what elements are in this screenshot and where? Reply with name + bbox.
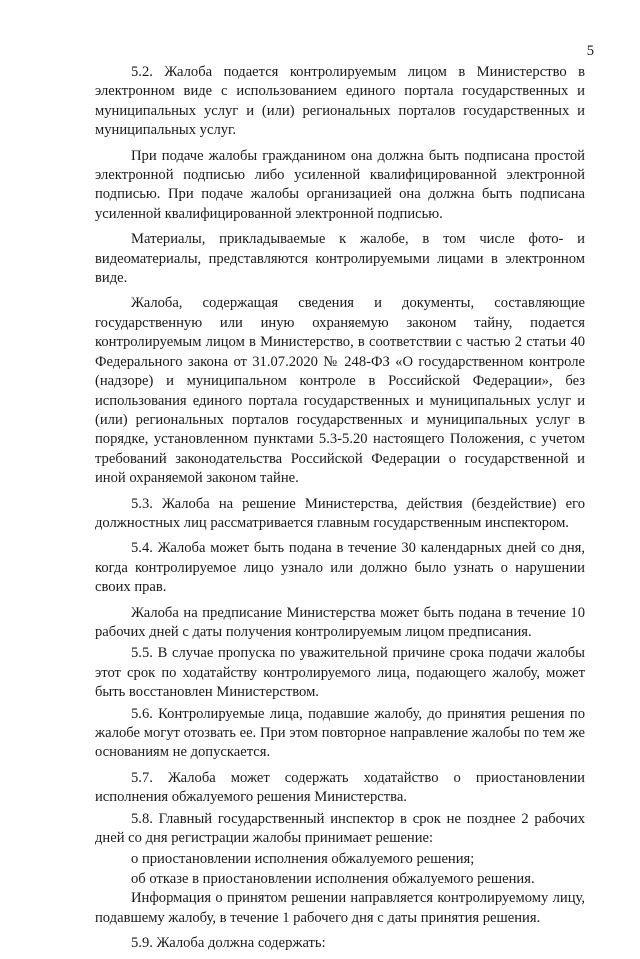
decision-option-suspend: о приостановлении исполнения обжалуемого решения; bbox=[131, 851, 475, 868]
paragraph-secret-information: Жалоба, содержащая сведения и документы, составляющие государственную или иную охраняемую законом тайну, подается контролируемым лицом в Министерство, в соответствии с частью 2 статьи 40 Федерального закона от 31.07.2020 № 248-ФЗ «О государственном контроле (надзоре) и муниципальном контроле в Российской Федерации», без использования единого портала государственных и муниципальных услуг и (или) региональных порталов государственных и муниципальных услуг в порядке, установленном пунктами 5.3-5.20 настоящего Положения, с учетом требований законодательства Российской Федерации о государственной и иной охраняемой законом тайне. bbox=[95, 295, 585, 487]
paragraph-5-5: 5.5. В случае пропуска по уважительной причине срока подачи жалобы этот срок по ходатайству контролируемого лица, подающего жалобу, может быть восстановлен Министерством. bbox=[95, 645, 585, 701]
paragraph-5-9: 5.9. Жалоба должна содержать: bbox=[131, 935, 326, 952]
paragraph-5-7: 5.7. Жалоба может содержать ходатайство о приостановлении исполнения обжалуемого решения Министерства. bbox=[95, 769, 585, 806]
paragraph-5-2: 5.2. Жалоба подается контролируемым лицом в Министерство в электронном виде с использованием единого портала государственных и муниципальных услуг и (или) региональных порталов государственных и муниципальных услуг. bbox=[95, 64, 585, 139]
decision-option-refuse: об отказе в приостановлении исполнения обжалуемого решения. bbox=[131, 870, 535, 887]
paragraph-signature-requirements: При подаче жалобы гражданином она должна быть подписана простой электронной подписью либо усиленной квалифицированной электронной подписью. При подаче жалобы организацией она должна быть подписана усиленной квалифицированной электронной подписью. bbox=[95, 147, 585, 222]
paragraph-5-6: 5.6. Контролируемые лица, подавшие жалобу, до принятия решения по жалобе могут отозвать ее. При этом повторное направление жалобы по тем же основаниям не допускается. bbox=[95, 705, 585, 761]
page-number: 5 bbox=[586, 43, 594, 59]
paragraph-5-8: 5.8. Главный государственный инспектор в срок не позднее 2 рабочих дней со дня регистрации жалобы принимает решение: bbox=[95, 810, 585, 847]
document-body bbox=[95, 63, 585, 959]
paragraph-decision-notification: Информация о принятом решении направляется контролируемому лицу, подавшему жалобу, в течение 1 рабочего дня с даты принятия решения. bbox=[95, 890, 585, 926]
paragraph-5-3: 5.3. Жалоба на решение Министерства, действия (бездействие) его должностных лиц рассматривается главным государственным инспектором. bbox=[95, 495, 585, 531]
paragraph-5-4: 5.4. Жалоба может быть подана в течение 30 календарных дней со дня, когда контролируемое лицо узнало или должно было узнать о нарушении своих прав. bbox=[95, 540, 585, 596]
paragraph-attached-materials: Материалы, прикладываемые к жалобе, в том числе фото- и видеоматериалы, представляются контролируемыми лицами в электронном виде. bbox=[95, 231, 585, 287]
paragraph-prescription-complaint: Жалоба на предписание Министерства может быть подана в течение 10 рабочих дней с даты получения контролируемым лицом предписания. bbox=[95, 604, 585, 640]
